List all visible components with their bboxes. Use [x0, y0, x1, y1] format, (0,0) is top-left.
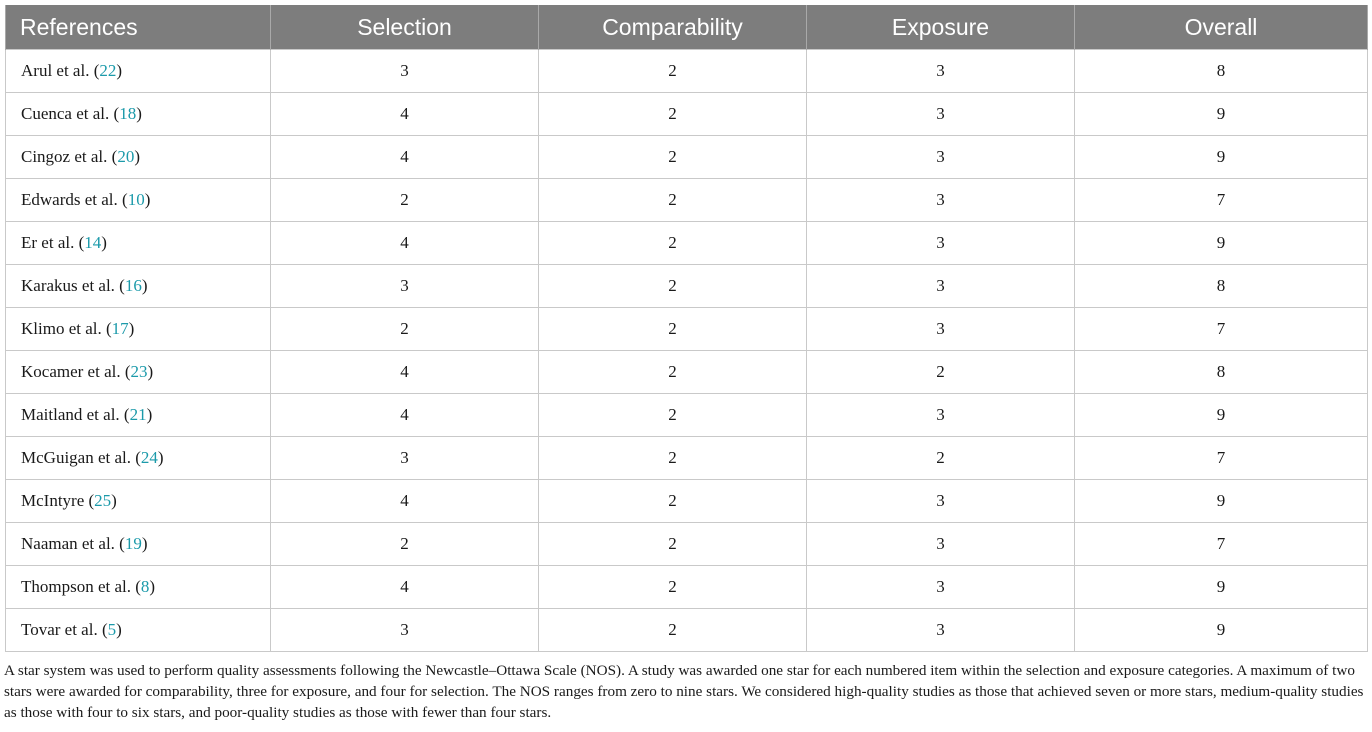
author-text: Karakus et al. (	[21, 276, 125, 295]
comparability-cell: 2	[539, 308, 807, 351]
exposure-cell: 3	[807, 222, 1075, 265]
reference-cell	[6, 351, 271, 394]
selection-cell: 3	[271, 437, 539, 480]
citation-link[interactable]: 17	[111, 319, 129, 338]
selection-cell: 2	[271, 308, 539, 351]
exposure-cell: 3	[807, 265, 1075, 308]
overall-cell: 7	[1075, 308, 1368, 351]
table-row	[6, 93, 1368, 136]
comparability-cell: 2	[539, 480, 807, 523]
column-header-exposure: Exposure	[807, 5, 1075, 50]
selection-cell: 4	[271, 222, 539, 265]
table-footnote: A star system was used to perform quality assessments following the Newcastle–Ottawa Scale (NOS). A study was awarded one star for each numbered item within the selection and exposure categories. A maximum of two stars were awarded for comparability, three for exposure, and four for selection. The NOS ranges from zero to nine stars. We considered high-quality studies as those that achieved seven or more stars, medium-quality studies as those with four to six stars, and poor-quality studies as those with fewer than four stars.	[4, 662, 1364, 721]
exposure-cell: 3	[807, 566, 1075, 609]
exposure-cell: 3	[807, 523, 1075, 566]
reference-cell	[6, 308, 271, 351]
reference-cell	[6, 437, 271, 480]
overall-cell: 9	[1075, 136, 1368, 179]
reference-cell	[6, 609, 271, 652]
selection-cell: 3	[271, 609, 539, 652]
citation-close: )	[157, 448, 164, 467]
overall-cell: 9	[1075, 609, 1368, 652]
citation-link[interactable]: 20	[117, 147, 135, 166]
exposure-cell: 3	[807, 394, 1075, 437]
comparability-cell: 2	[539, 136, 807, 179]
citation-link[interactable]: 25	[94, 491, 112, 510]
comparability-cell: 2	[539, 566, 807, 609]
table-row	[6, 351, 1368, 394]
overall-cell: 7	[1075, 523, 1368, 566]
author-text: Kocamer et al. (	[21, 362, 131, 381]
author-text: McGuigan et al. (	[21, 448, 141, 467]
selection-cell: 4	[271, 136, 539, 179]
comparability-cell: 2	[539, 93, 807, 136]
comparability-cell: 2	[539, 609, 807, 652]
column-header-comparability: Comparability	[539, 5, 807, 50]
selection-cell: 4	[271, 394, 539, 437]
comparability-cell: 2	[539, 222, 807, 265]
nos-quality-table	[5, 5, 1368, 652]
citation-link[interactable]: 19	[124, 534, 142, 553]
exposure-cell: 2	[807, 351, 1075, 394]
reference-cell	[6, 136, 271, 179]
author-text: Tovar et al. (	[21, 620, 108, 639]
author-text: Maitland et al. (	[21, 405, 130, 424]
comparability-cell: 2	[539, 179, 807, 222]
reference-cell	[6, 480, 271, 523]
table-row	[6, 265, 1368, 308]
author-text: Er et al. (	[21, 233, 85, 252]
citation-link[interactable]: 24	[140, 448, 158, 467]
reference-cell	[6, 179, 271, 222]
selection-cell: 3	[271, 50, 539, 93]
citation-close: )	[111, 491, 117, 510]
overall-cell: 9	[1075, 394, 1368, 437]
table-row	[6, 394, 1368, 437]
overall-cell: 8	[1075, 351, 1368, 394]
overall-cell: 7	[1075, 179, 1368, 222]
overall-cell: 9	[1075, 222, 1368, 265]
citation-close: )	[146, 405, 153, 424]
comparability-cell: 2	[539, 437, 807, 480]
selection-cell: 4	[271, 351, 539, 394]
table-row	[6, 179, 1368, 222]
citation-close: )	[134, 147, 140, 166]
comparability-cell: 2	[539, 351, 807, 394]
exposure-cell: 3	[807, 609, 1075, 652]
citation-close: )	[128, 319, 135, 338]
exposure-cell: 3	[807, 480, 1075, 523]
selection-cell: 4	[271, 480, 539, 523]
citation-close: )	[116, 61, 123, 80]
table-row	[6, 308, 1368, 351]
table-header	[6, 5, 1368, 50]
overall-cell: 9	[1075, 93, 1368, 136]
citation-link[interactable]: 14	[84, 233, 102, 252]
author-text: Arul et al. (	[21, 61, 100, 80]
citation-link[interactable]: 5	[107, 620, 117, 639]
table-row	[6, 437, 1368, 480]
reference-cell	[6, 265, 271, 308]
overall-cell: 9	[1075, 566, 1368, 609]
author-text: Cuenca et al. (	[21, 104, 120, 123]
exposure-cell: 3	[807, 136, 1075, 179]
exposure-cell: 3	[807, 93, 1075, 136]
citation-link[interactable]: 21	[129, 405, 147, 424]
reference-cell	[6, 523, 271, 566]
reference-cell	[6, 566, 271, 609]
citation-close: )	[149, 577, 156, 596]
table-body	[6, 50, 1368, 652]
comparability-cell: 2	[539, 394, 807, 437]
author-text: Thompson et al. (	[21, 577, 141, 596]
author-text: Klimo et al. (	[21, 319, 112, 338]
author-text: Cingoz et al. (	[21, 147, 118, 166]
selection-cell: 2	[271, 523, 539, 566]
citation-close: )	[141, 534, 148, 553]
selection-cell: 4	[271, 566, 539, 609]
header-row	[6, 5, 1368, 50]
column-header-overall: Overall	[1075, 5, 1368, 50]
citation-close: )	[101, 233, 107, 252]
citation-link[interactable]: 8	[140, 577, 150, 596]
table-row	[6, 480, 1368, 523]
comparability-cell: 2	[539, 265, 807, 308]
author-text: McIntyre (	[21, 491, 95, 510]
comparability-cell: 2	[539, 523, 807, 566]
table-row	[6, 609, 1368, 652]
selection-cell: 3	[271, 265, 539, 308]
exposure-cell: 3	[807, 179, 1075, 222]
citation-close: )	[136, 104, 142, 123]
reference-cell	[6, 50, 271, 93]
table-row	[6, 566, 1368, 609]
exposure-cell: 3	[807, 50, 1075, 93]
reference-cell	[6, 394, 271, 437]
comparability-cell: 2	[539, 50, 807, 93]
citation-link[interactable]: 18	[119, 104, 137, 123]
overall-cell: 7	[1075, 437, 1368, 480]
overall-cell: 8	[1075, 265, 1368, 308]
citation-link[interactable]: 16	[124, 276, 142, 295]
table-row	[6, 222, 1368, 265]
citation-close: )	[144, 190, 151, 209]
reference-cell	[6, 93, 271, 136]
citation-link[interactable]: 10	[127, 190, 145, 209]
overall-cell: 9	[1075, 480, 1368, 523]
column-header-selection: Selection	[271, 5, 539, 50]
citation-link[interactable]: 23	[130, 362, 148, 381]
table-row	[6, 523, 1368, 566]
table-row	[6, 50, 1368, 93]
author-text: Naaman et al. (	[21, 534, 125, 553]
reference-cell	[6, 222, 271, 265]
table-row	[6, 136, 1368, 179]
selection-cell: 2	[271, 179, 539, 222]
column-header-references: References	[6, 5, 271, 50]
exposure-cell: 2	[807, 437, 1075, 480]
citation-close: )	[147, 362, 154, 381]
selection-cell: 4	[271, 93, 539, 136]
citation-close: )	[141, 276, 148, 295]
overall-cell: 8	[1075, 50, 1368, 93]
citation-close: )	[116, 620, 122, 639]
author-text: Edwards et al. (	[21, 190, 128, 209]
exposure-cell: 3	[807, 308, 1075, 351]
citation-link[interactable]: 22	[99, 61, 117, 80]
